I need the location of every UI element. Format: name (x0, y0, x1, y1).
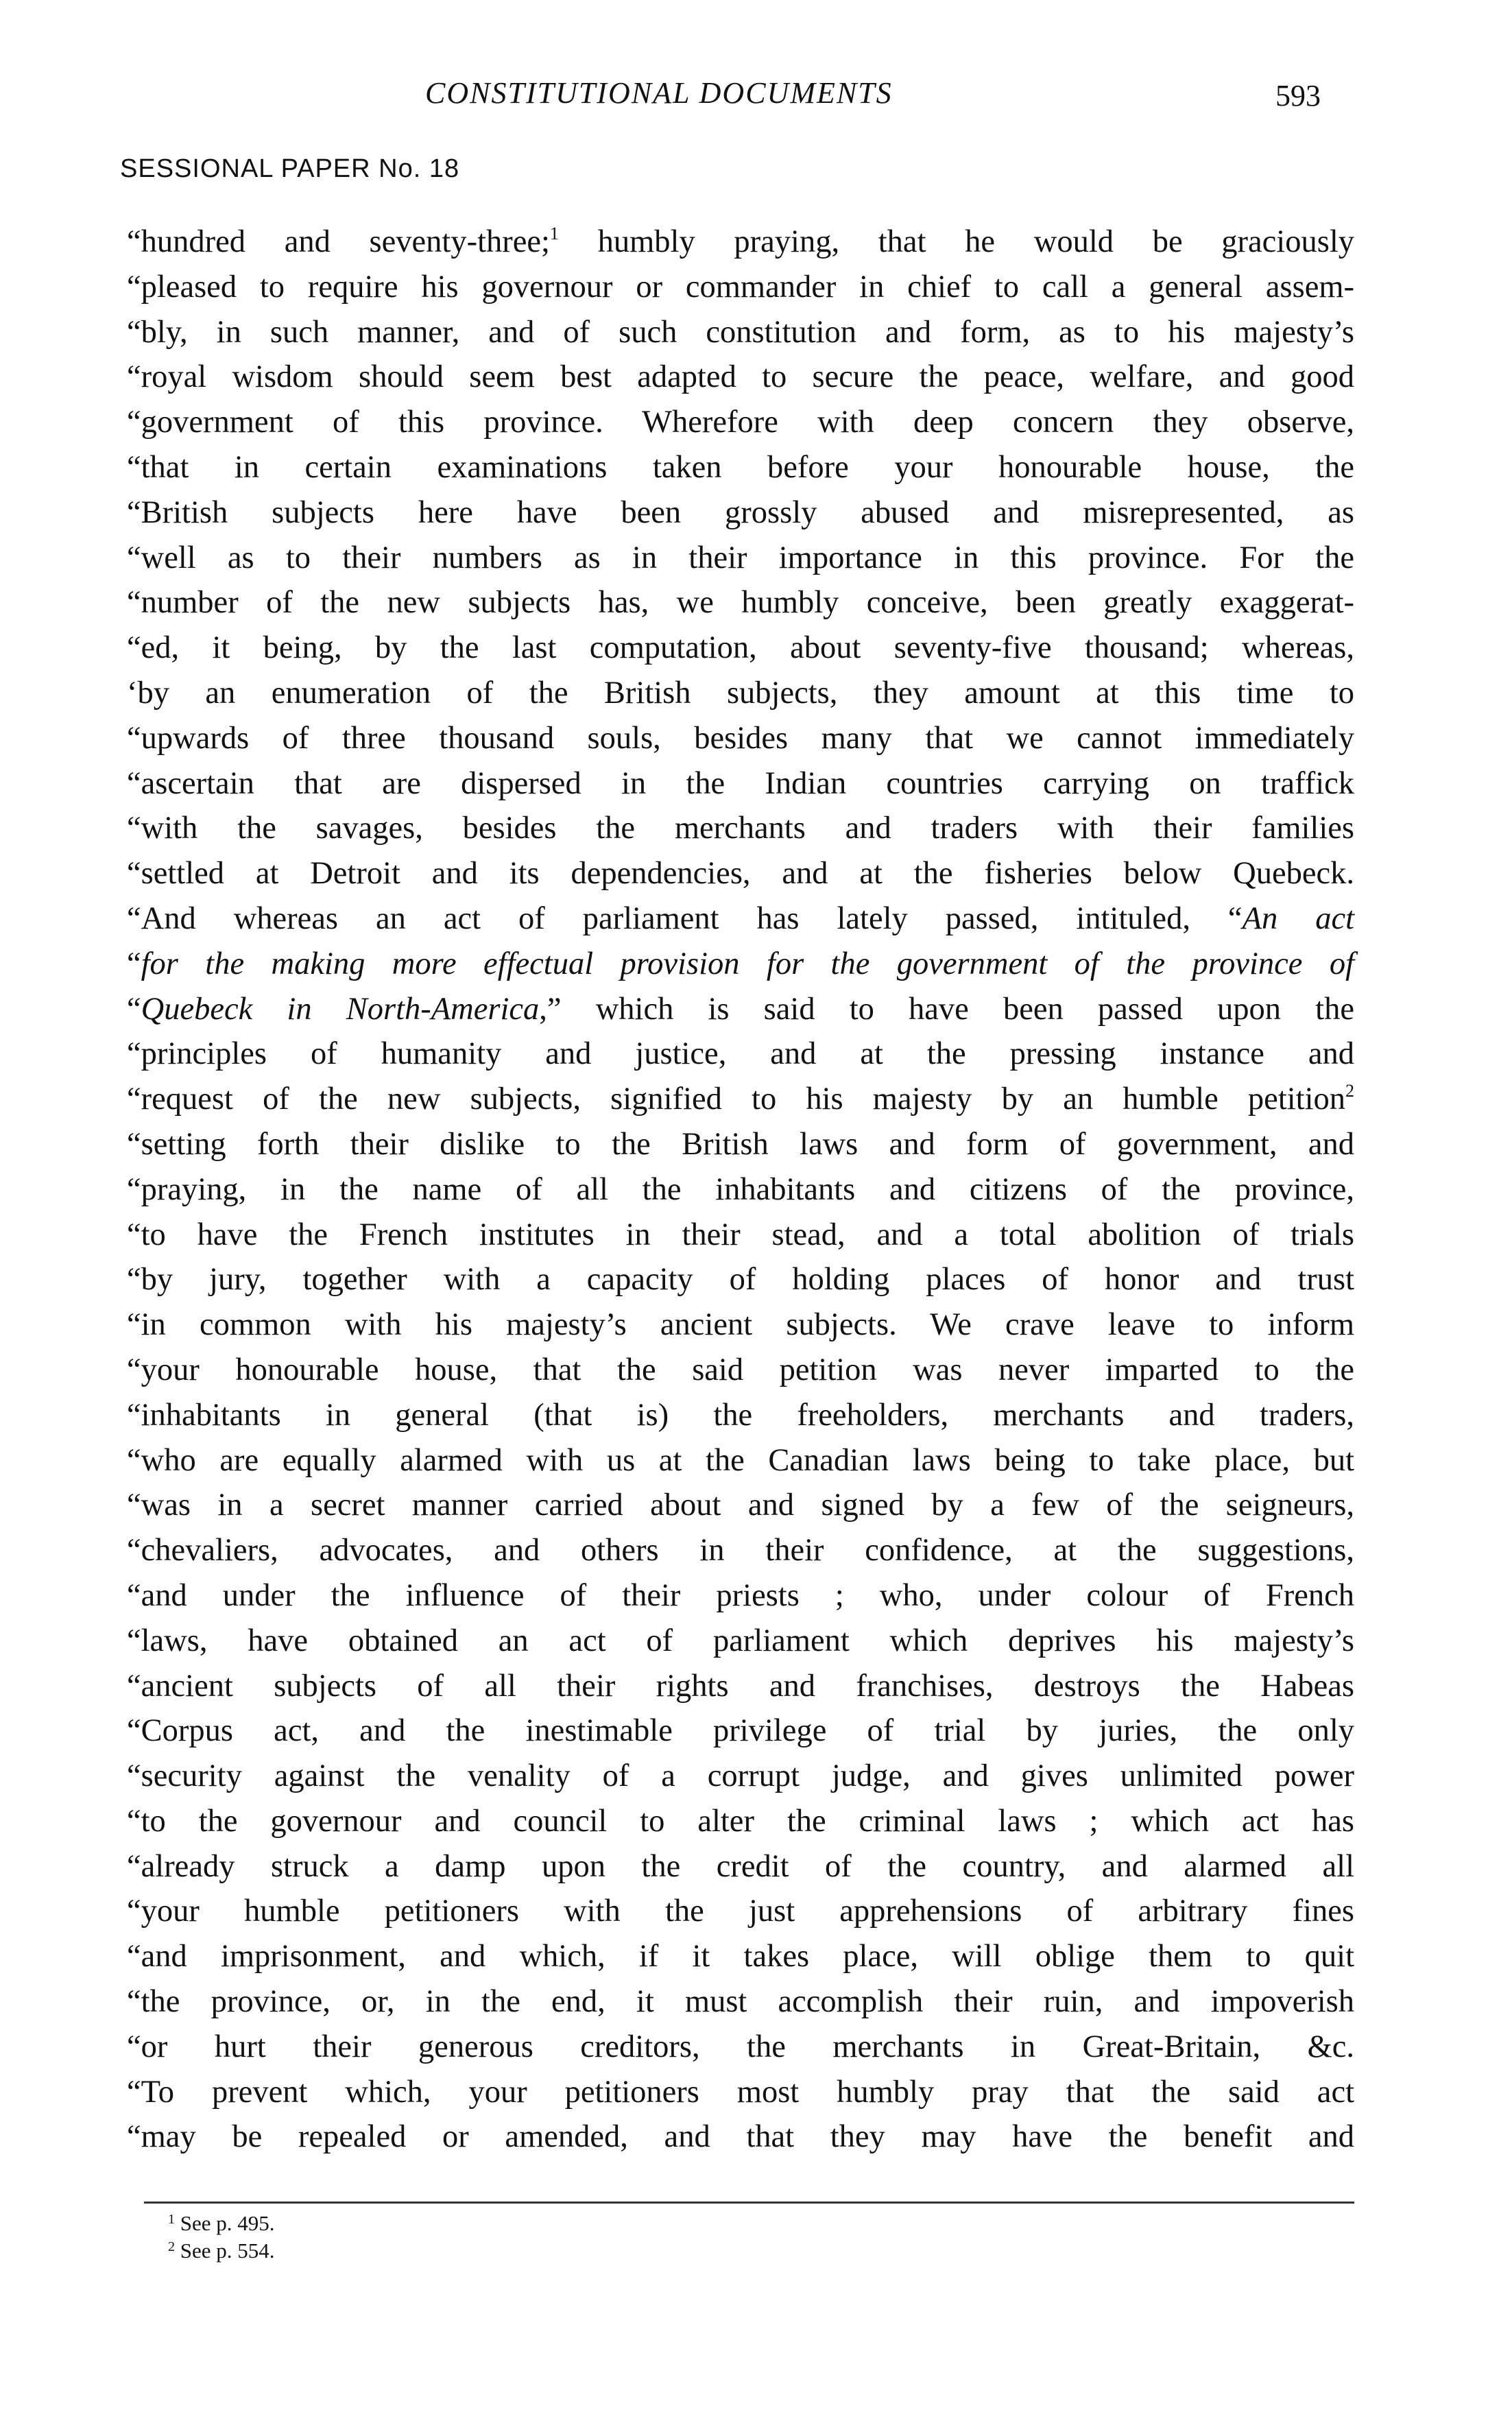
text-line-segment: “that in certain examinations taken before your honourable house, the (127, 449, 1354, 485)
text-line-segment: “laws, have obtained an act of parliament which deprives his majesty’s (127, 1623, 1354, 1658)
text-line-segment: “And whereas an act of parliament has lately passed, intituled, “ (127, 900, 1243, 936)
text-line-segment: “ (127, 946, 141, 981)
footnote-rule (144, 2202, 1354, 2204)
sessional-paper-label: SESSIONAL PAPER No. 18 (120, 154, 460, 183)
text-line-segment: “To prevent which, your petitioners most humbly pray that the said act (127, 2074, 1354, 2110)
running-head (0, 75, 1512, 117)
footnote-marker: 2 (1345, 1081, 1354, 1101)
italic-title-text: Quebeck in North-America (141, 991, 540, 1027)
text-line (127, 1573, 1354, 1619)
running-title: CONSTITUTIONAL DOCUMENTS (425, 76, 893, 110)
footnote (168, 2210, 275, 2237)
text-line-segment: “your humble petitioners with the just apprehensions of arbitrary fines (127, 1894, 1354, 1929)
text-line (127, 2070, 1354, 2115)
text-line (127, 1393, 1354, 1438)
text-line-segment: “praying, in the name of all the inhabitants and citizens of the province, (127, 1171, 1354, 1207)
italic-title-text: for the making more effectual provision for the government of the province of (141, 946, 1354, 981)
text-line-segment: “request of the new subjects, signified to his majesty by an humble petition (127, 1082, 1345, 1117)
footnote-number: 1 (168, 2212, 175, 2227)
text-line (127, 671, 1354, 716)
text-line-segment: “and imprisonment, and which, if it takes place, will oblige them to quit (127, 1939, 1354, 1974)
text-line-segment: “with the savages, besides the merchants and traders with their families (127, 811, 1354, 846)
text-line-segment: humbly praying, that he would be graciously (558, 224, 1354, 259)
text-line-segment: “your honourable house, that the said petition was never imparted to the (127, 1352, 1354, 1387)
text-line (127, 1934, 1354, 1979)
text-line (127, 400, 1354, 445)
text-line-segment: “by jury, together with a capacity of holding places of honor and trust (127, 1262, 1354, 1298)
text-line-segment: “royal wisdom should seem best adapted to secure the peace, welfare, and good (127, 359, 1354, 395)
text-line-segment: “settled at Detroit and its dependencies, and at the fisheries below Quebeck. (127, 856, 1354, 892)
text-line (127, 625, 1354, 671)
text-line (127, 851, 1354, 896)
text-line (127, 1077, 1354, 1122)
text-line (127, 1483, 1354, 1528)
text-line-segment: “was in a secret manner carried about and signed by a few of the seigneurs, (127, 1488, 1354, 1523)
text-line-segment: “pleased to require his governour or commander in chief to call a general assem- (127, 269, 1354, 305)
text-line (127, 1031, 1354, 1077)
text-line (127, 1167, 1354, 1213)
page-number: 593 (1275, 79, 1321, 112)
italic-title-text: An act (1242, 900, 1354, 936)
footnotes (168, 2210, 275, 2265)
footnote-text: See p. 495. (175, 2211, 275, 2235)
text-line (127, 1302, 1354, 1348)
text-line-segment: “British subjects here have been grossly abused and misrepresented, as (127, 494, 1354, 530)
text-line (127, 1664, 1354, 1709)
text-line-segment: “ed, it being, by the last computation, about seventy-five thousand; whereas, (127, 630, 1354, 666)
text-line (127, 490, 1354, 536)
text-line-segment: “upwards of three thousand souls, besides many that we cannot immediately (127, 720, 1354, 756)
text-line-segment: “who are equally alarmed with us at the Canadian laws being to take place, but (127, 1442, 1354, 1478)
text-line (127, 536, 1354, 581)
footnote-number: 2 (168, 2239, 175, 2254)
text-line (127, 1348, 1354, 1393)
text-line-segment: “ascertain that are dispersed in the Indian countries carrying on traffick (127, 765, 1354, 801)
text-line (127, 445, 1354, 490)
text-line-segment: “and under the influence of their priests ; who, under colour of French (127, 1577, 1354, 1613)
text-line-segment: “or hurt their generous creditors, the merchants in Great-Britain, &c. (127, 2029, 1354, 2064)
text-line-segment: “may be repealed or amended, and that they may have the benefit and (127, 2119, 1354, 2155)
text-line-segment: “in common with his majesty’s ancient subjects. We crave leave to inform (127, 1307, 1354, 1343)
text-line (127, 1889, 1354, 1934)
text-line (127, 1799, 1354, 1844)
text-line-segment: “to the governour and council to alter the criminal laws ; which act has (127, 1803, 1354, 1839)
text-line-segment: “ancient subjects of all their rights and franchises, destroys the Habeas (127, 1668, 1354, 1704)
text-line-segment: “well as to their numbers as in their importance in this province. For the (127, 540, 1354, 575)
text-line-segment: “chevaliers, advocates, and others in their confidence, at the suggestions, (127, 1533, 1354, 1568)
text-line-segment: ,” which is said to have been passed upon the (539, 991, 1354, 1027)
text-line-segment: “principles of humanity and justice, and at the pressing instance and (127, 1036, 1354, 1072)
footnote-text: See p. 554. (175, 2239, 275, 2263)
text-line-segment: “security against the venality of a corrupt judge, and gives unlimited power (127, 1758, 1354, 1794)
text-line-segment: “bly, in such manner, and of such constitution and form, as to his majesty’s (127, 314, 1354, 350)
text-line (127, 1257, 1354, 1302)
text-line (127, 716, 1354, 761)
text-line (127, 265, 1354, 310)
text-line (127, 1213, 1354, 1258)
footnote-marker: 1 (549, 224, 559, 243)
text-line (127, 1844, 1354, 1889)
body-text (127, 219, 1354, 2160)
text-line (127, 310, 1354, 355)
text-line (127, 1619, 1354, 1664)
text-line-segment: “hundred and seventy-three; (127, 224, 550, 259)
text-line (127, 580, 1354, 625)
text-line (127, 987, 1354, 1032)
text-line (127, 219, 1354, 265)
text-line-segment: “inhabitants in general (that is) the freeholders, merchants and traders, (127, 1397, 1354, 1433)
text-line (127, 2025, 1354, 2070)
text-line-segment: “already struck a damp upon the credit of the country, and alarmed all (127, 1848, 1354, 1884)
text-line (127, 355, 1354, 400)
text-line-segment: “government of this province. Wherefore with deep concern they observe, (127, 405, 1354, 440)
text-line-segment: “the province, or, in the end, it must accomplish their ruin, and impoverish (127, 1984, 1354, 2020)
text-line (127, 1438, 1354, 1483)
text-line (127, 806, 1354, 851)
text-line (127, 896, 1354, 942)
text-line (127, 1708, 1354, 1754)
text-line (127, 1122, 1354, 1167)
text-line (127, 2114, 1354, 2160)
text-line (127, 1979, 1354, 2025)
text-line-segment: “Corpus act, and the inestimable privilege of trial by juries, the only (127, 1713, 1354, 1749)
text-line-segment: “to have the French institutes in their stead, and a total abolition of trials (127, 1217, 1354, 1252)
text-line (127, 1754, 1354, 1799)
text-line (127, 942, 1354, 987)
text-line (127, 761, 1354, 807)
text-line-segment: “number of the new subjects has, we humbly conceive, been greatly exaggerat- (127, 585, 1354, 621)
text-line-segment: “ (127, 991, 141, 1027)
text-line-segment: ‘by an enumeration of the British subjects, they amount at this time to (127, 675, 1354, 711)
footnote (168, 2237, 275, 2265)
text-line (127, 1528, 1354, 1573)
text-line-segment: “setting forth their dislike to the British laws and form of government, and (127, 1126, 1354, 1162)
